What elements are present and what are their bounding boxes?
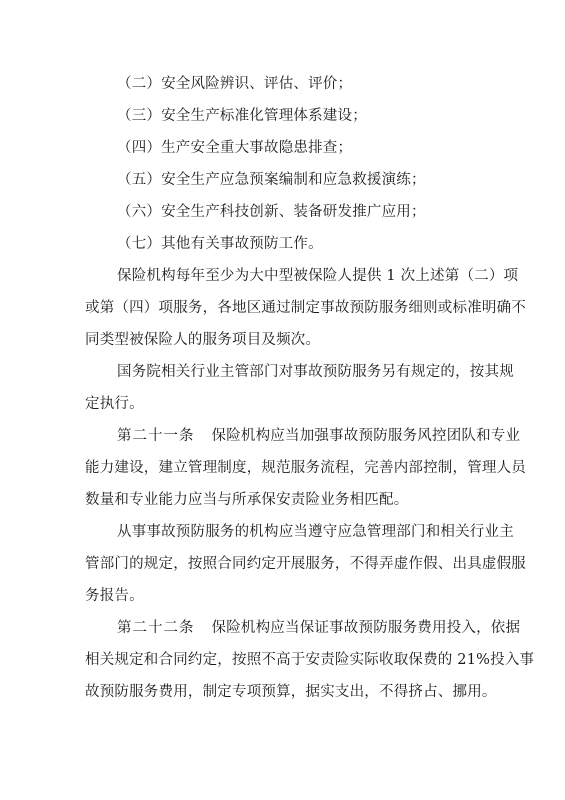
list-item: （六）安全生产科技创新、装备研发推广应用；	[117, 204, 426, 220]
paragraph-line: 能力建设，建立管理制度，规范服务流程，完善内部控制，管理人员	[85, 460, 526, 476]
paragraph-line: 务报告。	[85, 588, 144, 604]
list-item: （四）生产安全重大事故隐患排查；	[117, 140, 353, 156]
article-heading: 第二十二条	[117, 620, 195, 636]
list-item: （七）其他有关事故预防工作。	[117, 236, 323, 252]
paragraph-line: 保险机构应当保证事故预防服务费用投入，依据	[211, 620, 521, 636]
paragraph-line: 故预防服务费用，制定专项预算，据实支出，不得挤占、挪用。	[85, 684, 497, 700]
paragraph-line: 数量和专业能力应当与所承保安责险业务相匹配。	[85, 492, 409, 508]
paragraph-line: 保险机构应当加强事故预防服务风控团队和专业	[211, 428, 521, 444]
article-heading: 第二十一条	[117, 428, 195, 444]
paragraph-line: 管部门的规定，按照合同约定开展服务，不得弄虚作假、出具虚假服	[85, 556, 526, 572]
article-22-first-line	[117, 616, 520, 637]
paragraph-line: 或第（四）项服务，各地区通过制定事故预防服务细则或标准明确不	[85, 300, 526, 316]
article-21-first-line	[117, 424, 520, 445]
paragraph-line: 保险机构每年至少为大中型被保险人提供 1 次上述第（二）项	[117, 268, 519, 284]
list-item: （二）安全风险辨识、评估、评价；	[117, 76, 353, 92]
list-item: （三）安全生产标准化管理体系建设；	[117, 108, 367, 124]
paragraph-line: 相关规定和合同约定，按照不高于安责险实际收取保费的 21%投入事	[85, 652, 535, 668]
paragraph-line: 国务院相关行业主管部门对事故预防服务另有规定的，按其规	[117, 364, 514, 380]
list-item: （五）安全生产应急预案编制和应急救援演练；	[117, 172, 426, 188]
paragraph-line: 定执行。	[85, 396, 144, 412]
paragraph-line: 同类型被保险人的服务项目及频次。	[85, 332, 321, 348]
paragraph-line: 从事事故预防服务的机构应当遵守应急管理部门和相关行业主	[117, 524, 514, 540]
